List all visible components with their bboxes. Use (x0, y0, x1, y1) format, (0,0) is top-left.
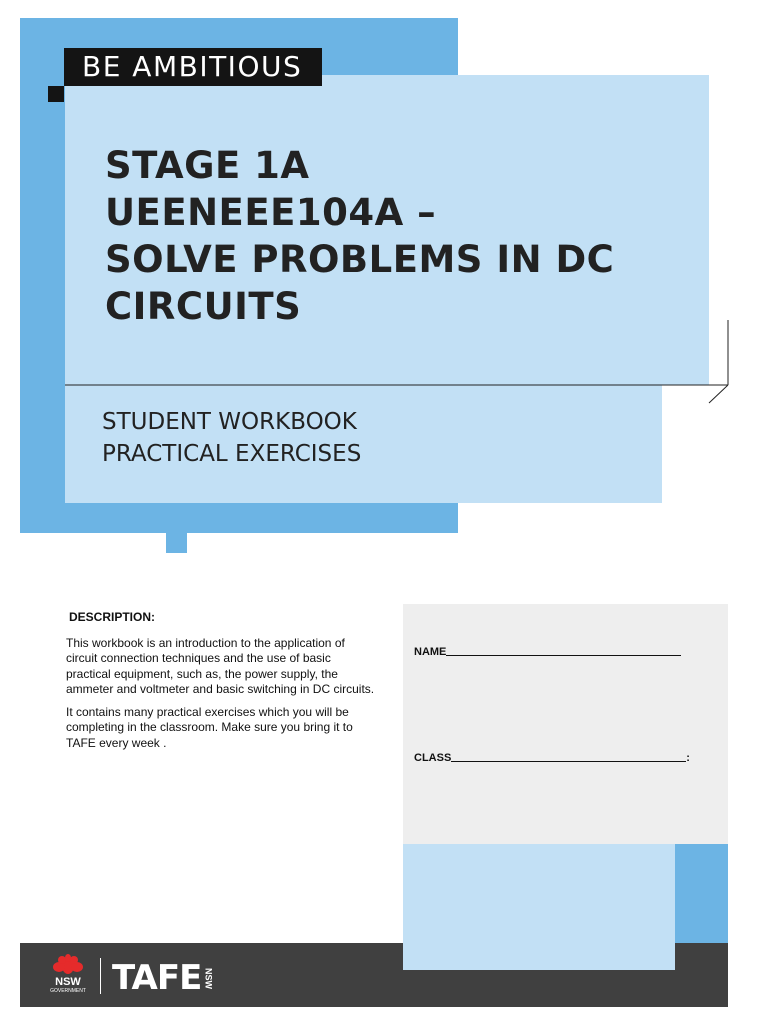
tagline-banner: BE AMBITIOUS (64, 48, 322, 86)
description-paragraph: It contains many practical exercises which you will be completing in the classroom. Make sure you bring it to TAFE every week . (66, 704, 353, 750)
subtitle (102, 406, 361, 470)
student-info-panel (403, 604, 728, 844)
description-heading: DESCRIPTION: (69, 610, 156, 624)
decor-blue-square-small (166, 533, 187, 553)
decor-light-block-bottom (403, 844, 675, 970)
class-label: CLASS (414, 752, 452, 764)
nsw-logo-text: NSW (55, 976, 81, 988)
class-suffix: : (686, 752, 690, 764)
tafe-logo-suffix: NSW (203, 967, 214, 989)
waratah-icon (48, 954, 88, 978)
tafe-logo-text: TAFE (112, 958, 202, 998)
subtitle-line: STUDENT WORKBOOK (102, 409, 357, 435)
class-field[interactable] (414, 752, 690, 764)
nsw-government-logo (48, 954, 88, 998)
nsw-logo-subtext: GOVERNMENT (50, 988, 86, 994)
name-underline[interactable] (446, 655, 681, 656)
name-field[interactable] (414, 646, 681, 658)
tafe-logo (112, 958, 213, 998)
title-line: CIRCUITS (105, 285, 302, 328)
description-paragraph: This workbook is an introduction to the application of circuit connection techniques and the use of basic practical equipment, such as, the power supply, the ammeter and voltmeter and basic switching in DC circuits. (66, 635, 375, 696)
title-line: UEENEEE104A – (105, 191, 437, 234)
subtitle-line: PRACTICAL EXERCISES (102, 441, 362, 467)
description-section (66, 610, 378, 758)
title-line: SOLVE PROBLEMS IN DC (105, 238, 615, 281)
class-underline[interactable] (451, 761, 686, 762)
title-line: STAGE 1A (105, 144, 310, 187)
page-title (105, 142, 614, 330)
logo-divider (100, 958, 101, 994)
name-label: NAME (414, 646, 447, 658)
